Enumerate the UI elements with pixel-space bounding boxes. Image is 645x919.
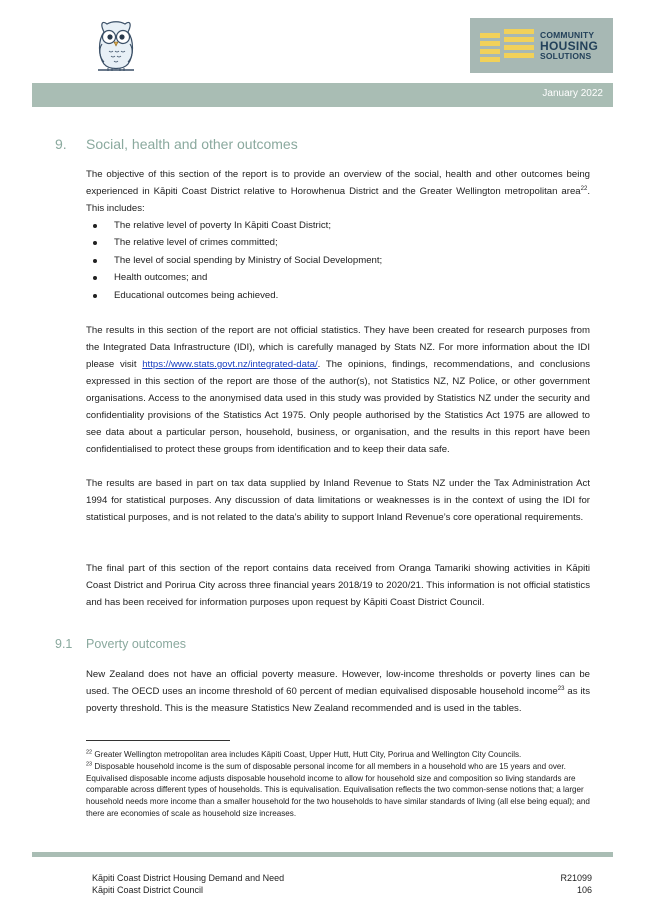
list-item [86, 252, 590, 269]
intro-paragraph [86, 166, 590, 217]
owl-icon [90, 18, 142, 76]
logo-line-1: COMMUNITY [540, 30, 595, 40]
footnote-text: Disposable household income is the sum of disposable personal income for all members in a household who are 15 years and over. Equivalised disposable income adjusts disposable household income to allow for household size and composition so living standards are comparable across different types of households. This is equivalisation. Equivalisation reflects the two common-sense notions that; a larger household needs more income than a smaller household for the two households to have similar standards of living (all else being equal); and there are economies of scale as household size increases. [86, 761, 590, 818]
footer-reference [560, 872, 592, 896]
bullet-icon [93, 259, 97, 263]
logo-line-3: SOLUTIONS [540, 50, 592, 61]
subsection-number: 9.1 [55, 637, 73, 651]
tax-data-paragraph: The results are based in part on tax data supplied by Inland Revenue to Stats NZ under the Tax Administration Act 1994 for statistical purposes. Any discussion of data limitations or weaknesses is in the context of using the IDI for statistical purposes, and is not related to the data’s ability to support Inland Revenue’s core operational requirements. [86, 478, 590, 523]
page-header [0, 0, 645, 110]
logo-wordmark [540, 31, 598, 60]
footer-band [32, 852, 613, 857]
footnote-marker: 22 [86, 749, 93, 756]
poverty-text-end: as its poverty threshold. This is the measure Statistics New Zealand recommended and is used in the tables. [86, 686, 591, 714]
header-date: January 2022 [542, 88, 603, 99]
footer-council-name: Kāpiti Coast District Council [92, 885, 204, 895]
idi-disclaimer-paragraph [86, 322, 590, 458]
footnote-text: Greater Wellington metropolitan area includes Kāpiti Coast, Upper Hutt, Hutt City, Porirua and Wellington City Councils. [92, 750, 522, 759]
community-housing-solutions-logo [470, 18, 613, 73]
idi-text: The results in this section of the report are not official statistics. They have been created for research purposes from the Integrated Data Infrastructure (IDI), which is carefully managed by Stats NZ. For more information about the IDI please visit [86, 325, 590, 370]
bullet-icon [93, 276, 97, 280]
footnote-divider [86, 740, 230, 741]
footnote [86, 761, 592, 820]
intro-text-end: . This includes: [86, 186, 590, 214]
header-band [32, 83, 613, 107]
footnote-ref-23[interactable]: 23 [557, 685, 565, 692]
stats-nz-idi-link[interactable]: https://www.stats.govt.nz/integrated-data/ [142, 359, 318, 370]
logo-line-2: HOUSING [540, 38, 599, 53]
bullet-icon [93, 224, 97, 228]
idi-text-end: . The opinions, findings, recommendations, and conclusions expressed in this section of the report are those of the author(s), not Statistics NZ, NZ Police, or other government organisations. Access to the anonymised data used in this study was provided by Statistics NZ under the security and confidentiality provisions of the Statistics Act 1975. Only people authorised by the Statistics Act 1975 are allowed to see data about a particular person, household, business, or organisation, and the results in this report have been confidentialised to protect these groups from identification and to keep their data safe. [86, 359, 590, 455]
bullet-icon [93, 294, 97, 298]
footer-document-info [92, 872, 284, 896]
list-item-text: The relative level of poverty In Kāpiti Coast District; [114, 220, 332, 231]
subsection-title: Poverty outcomes [86, 637, 187, 651]
list-item-text: The level of social spending by Ministry of Social Development; [114, 254, 383, 266]
footnote-marker: 23 [86, 761, 93, 768]
page-number: 106 [576, 885, 592, 895]
subsection-heading [55, 637, 186, 651]
footnote [86, 749, 592, 761]
footer-report-code: R21099 [560, 873, 592, 883]
intro-text: The objective of this section of the report is to provide an overview of the social, health and other outcomes being experienced in Kāpiti Coast District relative to Horowhenua District and the Greater Wellington metropolitan area [86, 169, 590, 197]
footnote-ref-22[interactable]: 22 [580, 185, 588, 192]
list-item [86, 234, 590, 251]
list-item [86, 217, 590, 234]
oranga-tamariki-paragraph: The final part of this section of the report contains data received from Oranga Tamariki showing activities in Kāpiti Coast District and Porirua City across three financial years 2018/19 to 2020/21. This information is not official statistics and has been received for information purposes upon request by Kāpiti Coast District Council. [86, 563, 590, 608]
poverty-paragraph [86, 666, 590, 717]
list-item [86, 269, 590, 286]
section-heading [55, 136, 298, 152]
footnotes [86, 749, 592, 820]
section-title: Social, health and other outcomes [86, 136, 298, 152]
outcomes-list [86, 217, 590, 304]
list-item-text: Health outcomes; and [114, 272, 208, 284]
list-item [86, 287, 590, 304]
footer-document-title: Kāpiti Coast District Housing Demand and Need [92, 873, 285, 883]
list-item-text: The relative level of crimes committed; [114, 237, 278, 249]
list-item-text: Educational outcomes being achieved. [114, 289, 279, 301]
houses-logo-icon [480, 27, 536, 65]
poverty-text: New Zealand does not have an official poverty measure. However, low-income thresholds or poverty lines can be used. The OECD uses an income threshold of 60 percent of median equivalised disposable household income [86, 669, 590, 697]
section-number: 9. [55, 136, 67, 152]
bullet-icon [93, 241, 97, 245]
